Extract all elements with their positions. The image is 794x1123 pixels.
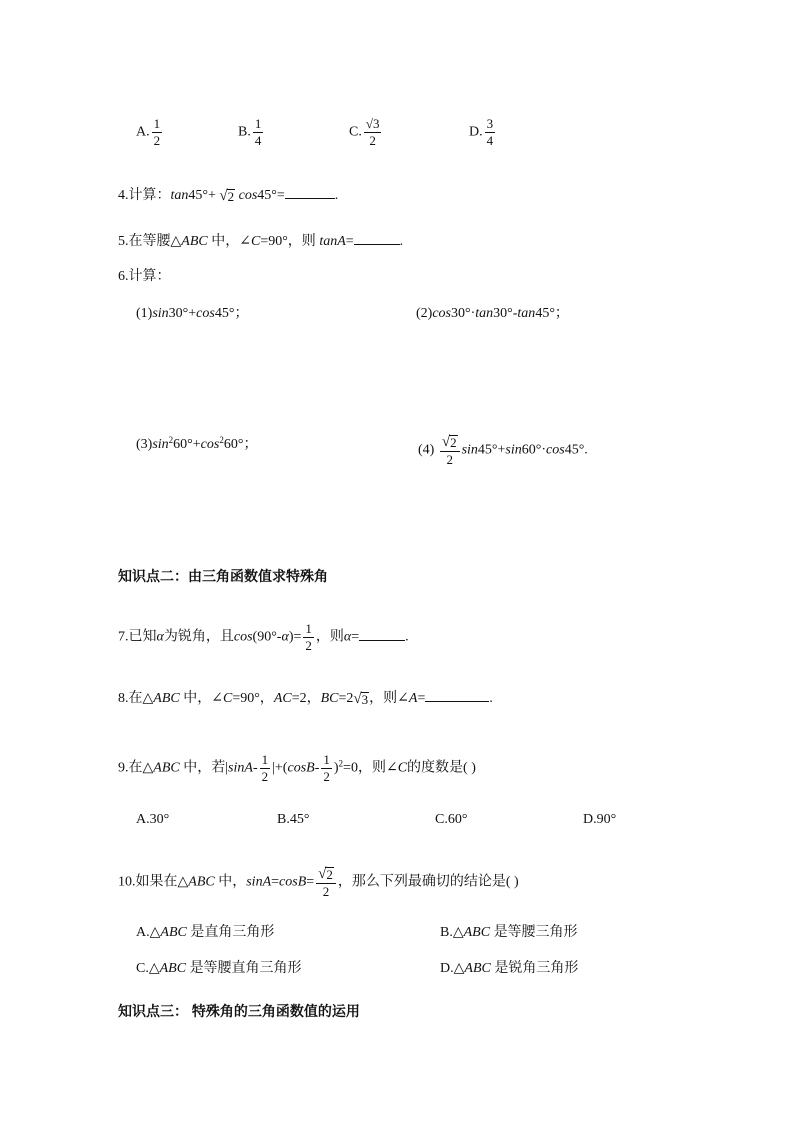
q9-option-b: B.45° (277, 812, 310, 827)
q3-option-b: B. $\frac{1}{4}$ (238, 116, 262, 148)
q3-option-a: A. $\frac{1}{2}$ (136, 116, 161, 148)
answer-blank (425, 689, 489, 702)
sqrt-2: √ 2 (219, 187, 235, 204)
question-6-part-3: $(3)\sin^260^\circ+\cos^260^\circ$； (136, 435, 258, 452)
answer-blank (359, 628, 405, 641)
question-6-title: 6.计算： (118, 269, 171, 284)
q10-option-b: B.△ABC 是等腰三角形 (440, 925, 578, 940)
question-10: 10.如果在△ABC 中，sinA=cosB= √ 2 2 ，那么下列最确切的结论是( ) (118, 866, 519, 900)
q9-option-d: D.90° (583, 812, 617, 827)
answer-blank (285, 186, 335, 199)
q9-option-c: C.60° (435, 812, 468, 827)
question-7: 7.已知α为锐角，且cos(90°-α)= $\frac{1}{2}$ ，则α= . (118, 621, 409, 653)
section-heading-3: 知识点三： 特殊角的三角函数值的运用 (118, 1003, 360, 1019)
q3-option-d: D. $\frac{3}{4}$ (469, 116, 494, 148)
question-6-part-2: (2)cos30°·tan30°-tan45°； (416, 306, 569, 321)
answer-blank (354, 232, 400, 245)
question-9: 9.在△ABC 中，若|sinA- $\frac{1}{2}$ |+(cosB- $\frac{1}{2}$ )$^2$=0，则∠C的度数是( ) (118, 752, 476, 784)
sqrt-3: √ 3 (353, 690, 369, 707)
q10-option-a: A.△ABC 是直角三角形 (136, 925, 275, 940)
q9-option-a: A.30° (136, 812, 170, 827)
question-8: 8.在△ABC 中，∠C=90°，AC=2，BC=2 √ 3 ，则∠A= . (118, 690, 493, 707)
section-heading-2: 知识点二：由三角函数值求特殊角 (118, 568, 328, 584)
question-6-part-4: (4) √ 2 2 sin45°+sin60°·cos45°. (418, 434, 588, 468)
question-5: 5.在等腰△ABC 中，∠C=90°，则 tanA= . (118, 234, 404, 249)
question-6-part-1: (1)sin30°+cos45°； (136, 306, 249, 321)
question-4: 4.计算：tan45°+ √ 2 cos45°= . (118, 187, 339, 204)
q10-option-c: C.△ABC 是等腰直角三角形 (136, 961, 302, 976)
q10-option-d: D.△ABC 是锐角三角形 (440, 961, 579, 976)
q3-option-c: C. $\frac{√3}{2}$ (349, 116, 380, 148)
